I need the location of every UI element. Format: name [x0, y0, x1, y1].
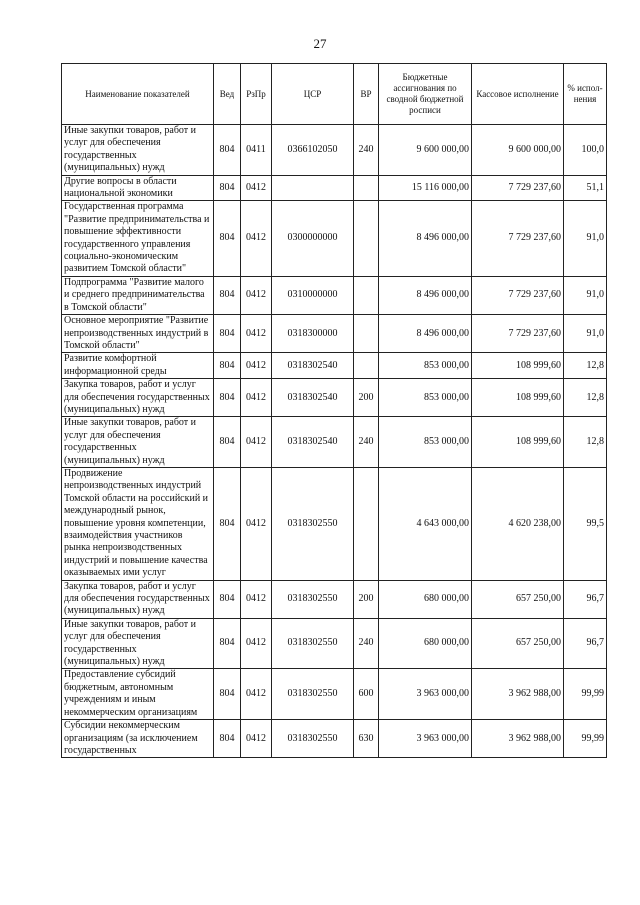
cell-pct: 12,8 [564, 379, 607, 417]
table-row [62, 315, 607, 353]
cell-pct: 96,7 [564, 618, 607, 669]
cell-name: Закупка товаров, работ и услуг для обеспечения государственных (муниципальных) нужд [62, 580, 214, 618]
cell-ved: 804 [214, 201, 241, 276]
header-ved: Вед [214, 64, 241, 125]
budget-table [61, 63, 607, 758]
cell-name: Предоставление субсидий бюджетным, автономным учреждениям и иным некоммерческим организациям [62, 669, 214, 720]
cell-ved: 804 [214, 417, 241, 468]
cell-ved: 804 [214, 379, 241, 417]
cell-name: Иные закупки товаров, работ и услуг для обеспечения государственных (муниципальных) нужд [62, 618, 214, 669]
cell-plan: 680 000,00 [379, 618, 472, 669]
cell-ved: 804 [214, 175, 241, 201]
table-row [62, 201, 607, 276]
cell-plan: 3 963 000,00 [379, 669, 472, 720]
cell-csr: 0318302550 [272, 720, 354, 758]
cell-rzpr: 0412 [241, 175, 272, 201]
cell-csr: 0318302540 [272, 417, 354, 468]
cell-pct: 99,99 [564, 669, 607, 720]
header-name: Наименование показателей [62, 64, 214, 125]
cell-rzpr: 0412 [241, 379, 272, 417]
cell-rzpr: 0412 [241, 669, 272, 720]
cell-plan: 15 116 000,00 [379, 175, 472, 201]
cell-plan: 680 000,00 [379, 580, 472, 618]
table-row [62, 669, 607, 720]
cell-fact: 108 999,60 [472, 417, 564, 468]
cell-name: Иные закупки товаров, работ и услуг для обеспечения государственных (муниципальных) нужд [62, 417, 214, 468]
cell-fact: 4 620 238,00 [472, 467, 564, 580]
table-row [62, 467, 607, 580]
table-row [62, 276, 607, 314]
cell-name: Другие вопросы в области национальной экономики [62, 175, 214, 201]
cell-vr: 240 [354, 618, 379, 669]
cell-vr [354, 276, 379, 314]
cell-fact: 108 999,60 [472, 379, 564, 417]
cell-csr [272, 175, 354, 201]
cell-name: Иные закупки товаров, работ и услуг для обеспечения государственных (муниципальных) нужд [62, 125, 214, 176]
cell-vr: 240 [354, 417, 379, 468]
cell-fact: 657 250,00 [472, 618, 564, 669]
cell-pct: 91,0 [564, 201, 607, 276]
cell-rzpr: 0412 [241, 467, 272, 580]
cell-csr: 0318300000 [272, 315, 354, 353]
cell-pct: 99,99 [564, 720, 607, 758]
header-rzpr: РзПр [241, 64, 272, 125]
cell-ved: 804 [214, 669, 241, 720]
cell-vr: 600 [354, 669, 379, 720]
cell-fact: 3 962 988,00 [472, 720, 564, 758]
cell-plan: 853 000,00 [379, 353, 472, 379]
cell-vr: 200 [354, 379, 379, 417]
cell-pct: 100,0 [564, 125, 607, 176]
cell-ved: 804 [214, 467, 241, 580]
cell-vr [354, 201, 379, 276]
cell-pct: 99,5 [564, 467, 607, 580]
cell-pct: 12,8 [564, 417, 607, 468]
cell-fact: 7 729 237,60 [472, 315, 564, 353]
cell-ved: 804 [214, 276, 241, 314]
header-fact: Кассовое исполнение [472, 64, 564, 125]
cell-plan: 8 496 000,00 [379, 315, 472, 353]
cell-name: Закупка товаров, работ и услуг для обеспечения государственных (муниципальных) нужд [62, 379, 214, 417]
cell-fact: 9 600 000,00 [472, 125, 564, 176]
cell-pct: 51,1 [564, 175, 607, 201]
cell-vr [354, 315, 379, 353]
cell-csr: 0318302550 [272, 618, 354, 669]
header-plan: Бюджетные ассигнования по сводной бюджетной росписи [379, 64, 472, 125]
cell-ved: 804 [214, 315, 241, 353]
cell-name: Подпрограмма "Развитие малого и среднего предпринимательства в Томской области" [62, 276, 214, 314]
cell-plan: 8 496 000,00 [379, 201, 472, 276]
cell-vr: 240 [354, 125, 379, 176]
cell-rzpr: 0412 [241, 315, 272, 353]
cell-name: Государственная программа "Развитие предпринимательства и повышение эффективности государственного управления социально-экономическим развитием Томской области" [62, 201, 214, 276]
cell-vr [354, 353, 379, 379]
header-vr: ВР [354, 64, 379, 125]
cell-vr [354, 467, 379, 580]
header-csr: ЦСР [272, 64, 354, 125]
cell-csr: 0318302550 [272, 580, 354, 618]
table-row [62, 175, 607, 201]
cell-rzpr: 0412 [241, 720, 272, 758]
cell-csr: 0310000000 [272, 276, 354, 314]
cell-csr: 0318302540 [272, 353, 354, 379]
cell-pct: 91,0 [564, 276, 607, 314]
cell-rzpr: 0412 [241, 201, 272, 276]
cell-ved: 804 [214, 618, 241, 669]
cell-ved: 804 [214, 580, 241, 618]
cell-plan: 3 963 000,00 [379, 720, 472, 758]
page-number: 27 [313, 36, 327, 51]
cell-name: Развитие комфортной информационной среды [62, 353, 214, 379]
table-header-row [62, 64, 607, 125]
cell-rzpr: 0412 [241, 580, 272, 618]
cell-rzpr: 0411 [241, 125, 272, 176]
header-pct: % испол-нения [564, 64, 607, 125]
cell-plan: 9 600 000,00 [379, 125, 472, 176]
cell-fact: 7 729 237,60 [472, 201, 564, 276]
cell-rzpr: 0412 [241, 417, 272, 468]
table-row [62, 618, 607, 669]
cell-fact: 3 962 988,00 [472, 669, 564, 720]
cell-csr: 0318302550 [272, 669, 354, 720]
cell-plan: 4 643 000,00 [379, 467, 472, 580]
cell-plan: 853 000,00 [379, 417, 472, 468]
table-row [62, 353, 607, 379]
cell-name: Основное мероприятие "Развитие непроизводственных индустрий в Томской области" [62, 315, 214, 353]
table-row [62, 379, 607, 417]
table-row [62, 125, 607, 176]
cell-csr: 0318302550 [272, 467, 354, 580]
cell-ved: 804 [214, 353, 241, 379]
table-row [62, 720, 607, 758]
cell-plan: 8 496 000,00 [379, 276, 472, 314]
cell-vr: 200 [354, 580, 379, 618]
cell-rzpr: 0412 [241, 353, 272, 379]
table-row [62, 580, 607, 618]
cell-rzpr: 0412 [241, 276, 272, 314]
cell-ved: 804 [214, 125, 241, 176]
cell-fact: 657 250,00 [472, 580, 564, 618]
cell-vr: 630 [354, 720, 379, 758]
cell-fact: 108 999,60 [472, 353, 564, 379]
cell-plan: 853 000,00 [379, 379, 472, 417]
cell-csr: 0366102050 [272, 125, 354, 176]
cell-pct: 96,7 [564, 580, 607, 618]
cell-vr [354, 175, 379, 201]
cell-rzpr: 0412 [241, 618, 272, 669]
cell-pct: 12,8 [564, 353, 607, 379]
cell-name: Продвижение непроизводственных индустрий Томской области на российский и международный рынок, повышение уровня компетенции, взаимодействия участников рынка непроизводственных индустрий и повышение качества оказываемых ими услуг [62, 467, 214, 580]
cell-fact: 7 729 237,60 [472, 276, 564, 314]
cell-pct: 91,0 [564, 315, 607, 353]
cell-name: Субсидии некоммерческим организациям (за исключением государственных [62, 720, 214, 758]
cell-ved: 804 [214, 720, 241, 758]
cell-csr: 0300000000 [272, 201, 354, 276]
table-row [62, 417, 607, 468]
cell-fact: 7 729 237,60 [472, 175, 564, 201]
cell-csr: 0318302540 [272, 379, 354, 417]
